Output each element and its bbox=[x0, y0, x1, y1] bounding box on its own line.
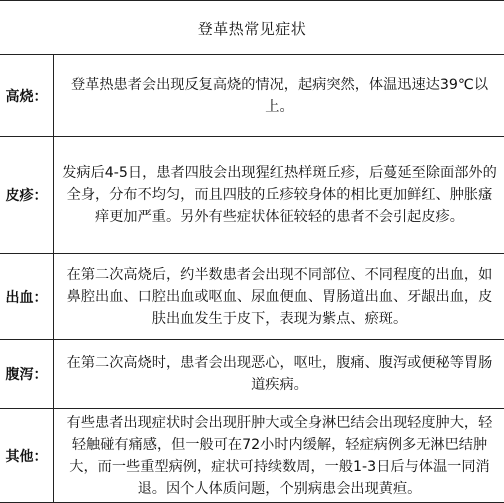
symptom-description: 登革热患者会出现反复高烧的情况，起病突然，体温迅速达39℃以上。 bbox=[70, 76, 489, 115]
symptom-description: 在第二次高烧时，患者会出现恶心，呕吐，腹痛、腹泻或便秘等胃肠道疾病。 bbox=[66, 355, 493, 393]
symptom-description: 在第二次高烧后，约半数患者会出现不同部位、不同程度的出血，如鼻腔出血、口腔出血或呕血、尿血便血、胃肠道出血、牙龈出血，皮肤出血发生于皮下，表现为紫点、瘀斑。 bbox=[66, 266, 493, 327]
symptom-row-fever bbox=[0, 55, 504, 137]
symptom-label: 高烧： bbox=[0, 55, 54, 136]
symptom-row-other bbox=[0, 409, 504, 503]
symptom-description-cell bbox=[54, 137, 504, 253]
symptom-description-cell bbox=[54, 409, 504, 503]
symptom-row-rash bbox=[0, 137, 504, 254]
symptom-label: 皮疹： bbox=[0, 137, 54, 253]
symptom-row-diarrhea bbox=[0, 340, 504, 409]
table-title-row bbox=[0, 1, 504, 55]
symptom-label: 出血： bbox=[0, 254, 54, 339]
symptom-description-cell bbox=[54, 55, 504, 136]
symptom-description-cell bbox=[54, 340, 504, 408]
symptom-label: 其他： bbox=[0, 409, 54, 503]
symptom-description: 发病后4-5日，患者四肢会出现猩红热样斑丘疹，后蔓延至除面部外的全身，分布不均匀，而且四肢的丘疹较身体的相比更加鲜红、肿胀瘙痒更加严重。另外有些症状体征较轻的患者不会引起皮疹。 bbox=[62, 165, 497, 225]
symptom-label: 腹泻： bbox=[0, 340, 54, 408]
symptom-row-bleeding bbox=[0, 254, 504, 340]
table-title: 登革热常见症状 bbox=[197, 20, 307, 38]
symptom-description-cell bbox=[54, 254, 504, 339]
symptom-description: 有些患者出现症状时会出现肝肿大或全身淋巴结会出现轻度肿大，轻轻触碰有痛感，但一般可在72小时内缓解，轻症病例多无淋巴结肿大，而一些重型病例，症状可持续数周，一般1-3日后与体温一同消退。因个人体质问题，个别病患会出现黄疸。 bbox=[66, 415, 493, 497]
